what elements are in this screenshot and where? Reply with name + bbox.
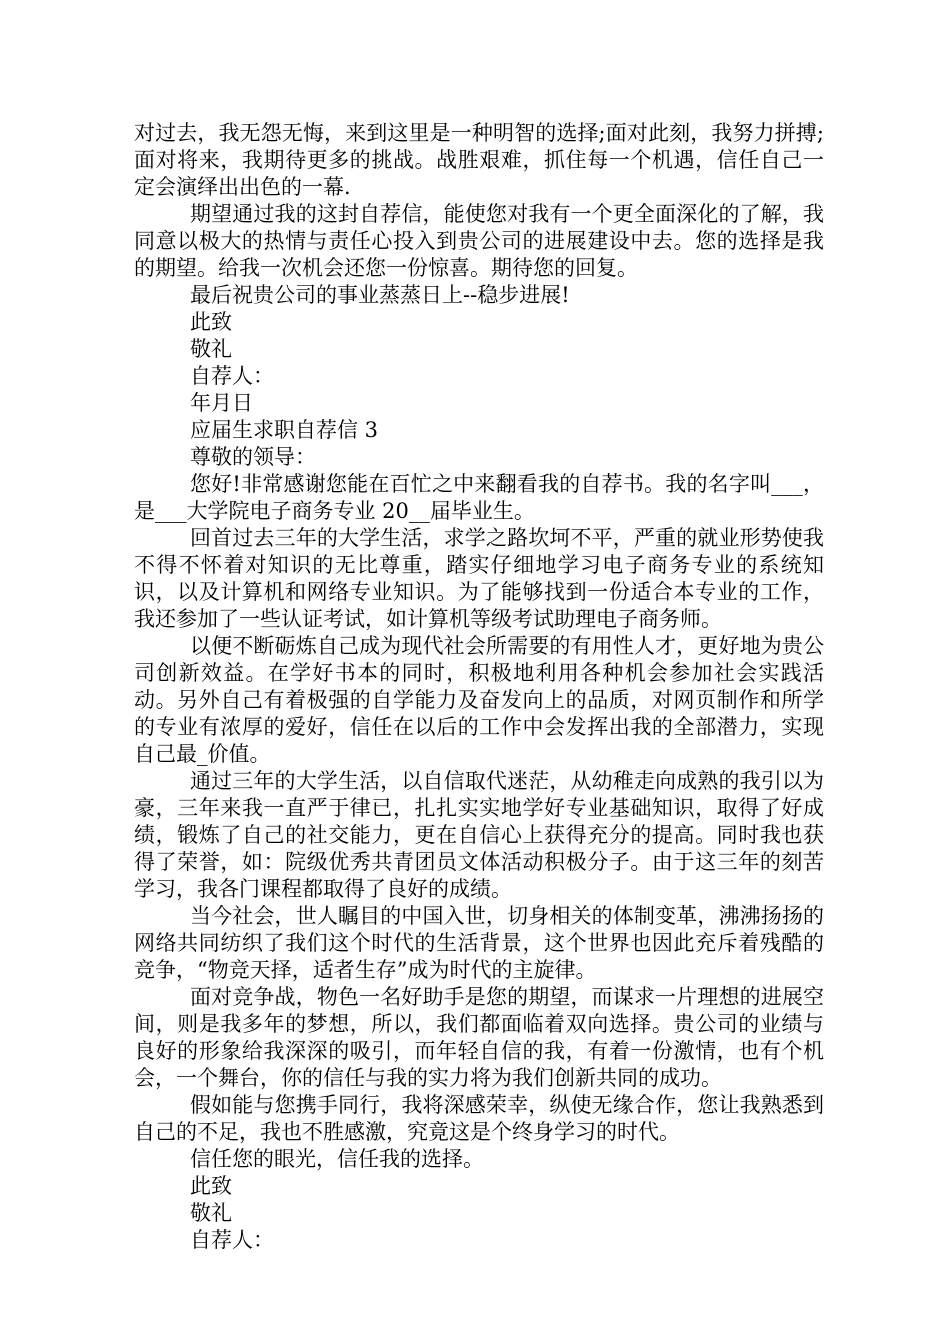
- paragraph-study: 回首过去三年的大学生活，求学之路坎坷不平，严重的就业形势使我不得不怀着对知识的无比尊重，踏实仔细地学习电子商务专业的系统知识，以及计算机和网络专业知识。为了能够找到一份适合本专业的工作，我还参加了一些认证考试，如计算机等级考试助理电子商务师。: [134, 526, 824, 631]
- paragraph-continuation: 对过去，我无怨无悔，来到这里是一种明智的选择;面对此刻，我努力拼搏;面对将来，我期待更多的挑战。战胜艰难，抓住每一个机遇，信任自己一定会演绎出出色的一幕.: [134, 121, 824, 199]
- date-label: 年月日: [190, 391, 253, 415]
- closing-regards-2: 敬礼: [190, 1201, 232, 1225]
- paragraph-wish: 最后祝贵公司的事业蒸蒸日上--稳步进展!: [190, 283, 570, 307]
- paragraph-intro: 您好!非常感谢您能在百忙之中来翻看我的自荐书。我的名字叫___，是___大学院电子商务专业 20__届毕业生。: [134, 472, 824, 523]
- paragraph-cooperation: 假如能与您携手同行，我将深感荣幸，纵使无缘合作，您让我熟悉到自己的不足，我也不胜感激，究竟这是个终身学习的时代。: [134, 1093, 824, 1144]
- closing-salutation-2: 此致: [190, 1174, 232, 1198]
- paragraph-practice: 以便不断砺炼自己成为现代社会所需要的有用性人才，更好地为贵公司创新效益。在学好书本的同时，积极地利用各种机会参加社会实践活动。另外自己有着极强的自学能力及奋发向上的品质，对网页制作和所学的专业有浓厚的爱好，信任在以后的工作中会发挥出我的全部潜力，实现自己最_价值。: [134, 634, 824, 766]
- section-title: 应届生求职自荐信 3: [190, 418, 379, 442]
- closing-salutation: 此致: [190, 310, 232, 334]
- closing-regards: 敬礼: [190, 337, 232, 361]
- paragraph-trust: 信任您的眼光，信任我的选择。: [190, 1147, 484, 1171]
- paragraph-hope: 期望通过我的这封自荐信，能使您对我有一个更全面深化的了解，我同意以极大的热情与责任心投入到贵公司的进展建设中去。您的选择是我的期望。给我一次机会还您一份惊喜。期待您的回复。: [134, 202, 824, 280]
- signature-label-2: 自荐人：: [190, 1228, 274, 1252]
- greeting: 尊敬的领导：: [190, 445, 316, 469]
- signature-label: 自荐人：: [190, 364, 274, 388]
- paragraph-society: 当今社会，世人瞩目的中国入世，切身相关的体制变革，沸沸扬扬的网络共同纺织了我们这个时代的生活背景，这个世界也因此充斥着残酷的竞争，“物竞天择，适者生存”成为时代的主旋律。: [134, 904, 824, 982]
- letter-body: [134, 120, 824, 1254]
- paragraph-competition: 面对竞争战，物色一名好助手是您的期望，而谋求一片理想的进展空间，则是我多年的梦想，所以，我们都面临着双向选择。贵公司的业绩与良好的形象给我深深的吸引，而年轻自信的我，有着一份激情，也有个机会，一个舞台，你的信任与我的实力将为我们创新共同的成功。: [134, 985, 824, 1090]
- paragraph-growth: 通过三年的大学生活，以自信取代迷茫，从幼稚走向成熟的我引以为豪，三年来我一直严于律已，扎扎实实地学好专业基础知识，取得了好成绩，锻炼了自己的社交能力，更在自信心上获得充分的提高。同时我也获得了荣誉，如：院级优秀共青团员文体活动积极分子。由于这三年的刻苦学习，我各门课程都取得了良好的成绩。: [134, 769, 824, 901]
